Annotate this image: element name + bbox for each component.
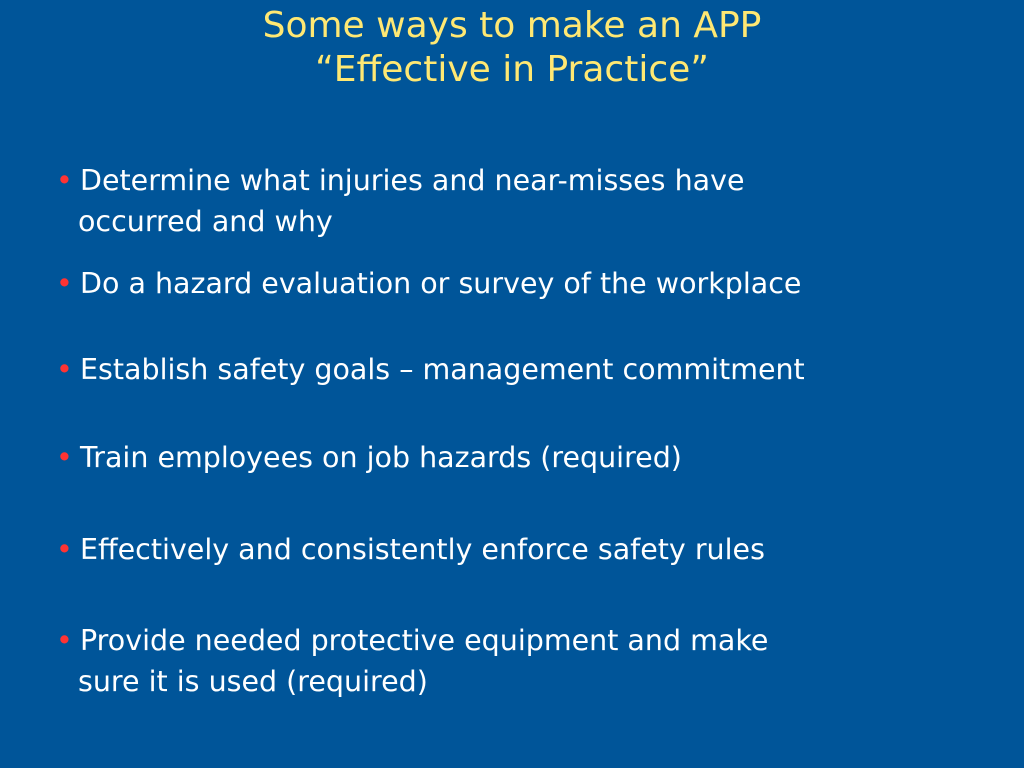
bullet-icon: •	[56, 267, 73, 300]
bullet-item-enforce-rules	[56, 529, 996, 570]
bullet-item-train-employees	[56, 437, 996, 478]
title-line-2: “Effective in Practice”	[315, 49, 709, 90]
bullet-item-hazard-evaluation	[56, 263, 996, 304]
bullet-item-protective-equipment	[56, 620, 996, 702]
bullet-text: Establish safety goals – management commitment	[80, 353, 805, 386]
bullet-item-injuries	[56, 160, 996, 242]
bullet-icon: •	[56, 164, 73, 197]
bullet-icon: •	[56, 353, 73, 386]
bullet-text-continuation: occurred and why	[78, 205, 333, 238]
bullet-icon: •	[56, 441, 73, 474]
bullet-icon: •	[56, 533, 73, 566]
bullet-item-safety-goals	[56, 349, 996, 390]
bullet-text: Do a hazard evaluation or survey of the workplace	[80, 267, 802, 300]
bullet-icon: •	[56, 624, 73, 657]
bullet-text-continuation: sure it is used (required)	[78, 665, 428, 698]
bullet-text: Effectively and consistently enforce safety rules	[80, 533, 765, 566]
bullet-text: Train employees on job hazards (required)	[80, 441, 682, 474]
title-line-1: Some ways to make an APP	[262, 5, 762, 46]
bullet-text: Determine what injuries and near-misses have	[80, 164, 745, 197]
bullet-text: Provide needed protective equipment and make	[80, 624, 769, 657]
slide-title	[0, 4, 1024, 92]
